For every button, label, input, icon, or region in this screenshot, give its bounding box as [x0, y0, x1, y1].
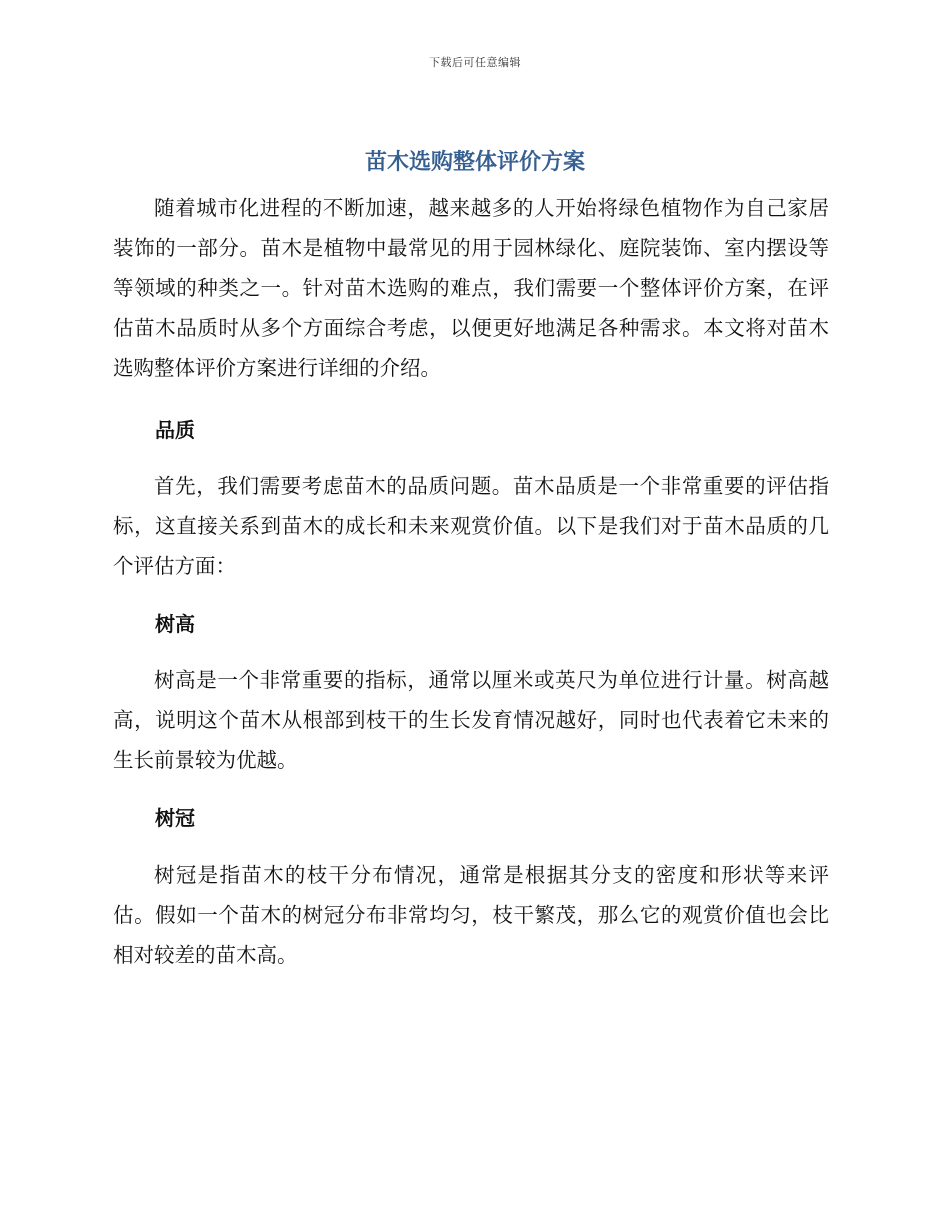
section-heading-quality: 品质 [155, 418, 195, 442]
section-paragraph-quality: 首先，我们需要考虑苗木的品质问题。苗木品质是一个非常重要的评估指标，这直接关系到苗木的成长和未来观赏价值。以下是我们对于苗木品质的几个评估方面： [113, 474, 829, 578]
section-paragraph-tree-crown: 树冠是指苗木的枝干分布情况，通常是根据其分支的密度和形状等来评估。假如一个苗木的树冠分布非常均匀，枝干繁茂，那么它的观赏价值也会比相对较差的苗木高。 [113, 863, 829, 967]
intro-paragraph: 随着城市化进程的不断加速，越来越多的人开始将绿色植物作为自己家居装饰的一部分。苗木是植物中最常见的用于园林绿化、庭院装饰、室内摆设等等领域的种类之一。针对苗木选购的难点，我们需要一个整体评价方案，在评估苗木品质时从多个方面综合考虑，以便更好地满足各种需求。本文将对苗木选购整体评价方案进行详细的介绍。 [113, 196, 829, 380]
section-heading-tree-height: 树高 [155, 612, 195, 636]
document-title: 苗木选购整体评价方案 [364, 150, 585, 175]
page-header-note: 下载后可任意编辑 [429, 56, 521, 69]
section-heading-tree-crown: 树冠 [155, 806, 195, 830]
section-paragraph-tree-height: 树高是一个非常重要的指标，通常以厘米或英尺为单位进行计量。树高越高，说明这个苗木从根部到枝干的生长发育情况越好，同时也代表着它未来的生长前景较为优越。 [113, 668, 829, 772]
